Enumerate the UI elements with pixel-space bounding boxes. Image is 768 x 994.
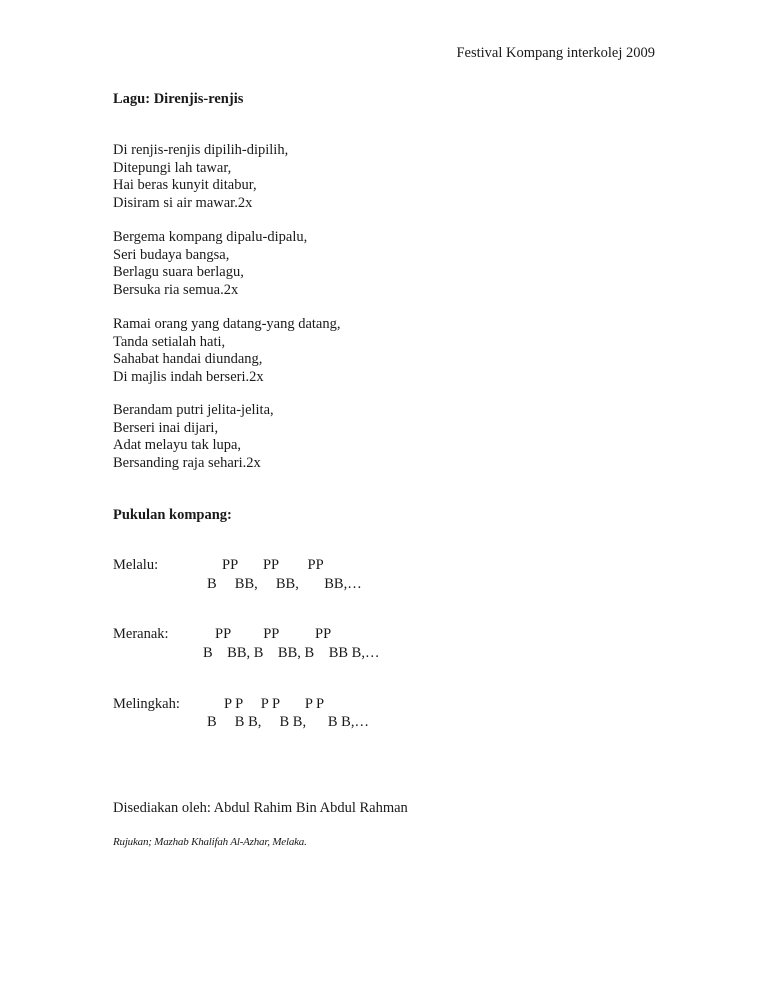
pukulan-title: Pukulan kompang: bbox=[113, 507, 232, 523]
lyric-line: Di majlis indah berseri.2x bbox=[113, 368, 264, 385]
lyric-line: Disiram si air mawar.2x bbox=[113, 194, 253, 211]
lyric-line: Tanda setialah hati, bbox=[113, 333, 226, 350]
pattern-bottom-melalu: B BB, BB, BB,… bbox=[207, 576, 362, 592]
lyric-line: Seri budaya bangsa, bbox=[113, 246, 230, 263]
stanza-1 bbox=[113, 142, 288, 212]
lyric-line: Berlagu suara berlagu, bbox=[113, 264, 244, 280]
stanza-4 bbox=[113, 402, 274, 472]
lyric-line: Bersanding raja sehari.2x bbox=[113, 454, 261, 471]
pattern-bottom-meranak: B BB, B BB, B BB B,… bbox=[203, 645, 380, 661]
lyric-line: Bersuka ria semua.2x bbox=[113, 281, 239, 298]
lyric-line: Ditepungi lah tawar, bbox=[113, 159, 232, 176]
lyric-line: Bergema kompang dipalu-dipalu, bbox=[113, 229, 308, 245]
stanza-3 bbox=[113, 316, 341, 386]
pattern-top-melingkah: P P P P P P bbox=[224, 696, 325, 712]
prepared-by: Disediakan oleh: Abdul Rahim Bin Abdul Rahman bbox=[113, 800, 408, 816]
lyric-line: Hai beras kunyit ditabur, bbox=[113, 177, 257, 193]
song-title: Lagu: Direnjis-renjis bbox=[113, 91, 244, 107]
lyric-line: Di renjis-renjis dipilih-dipilih, bbox=[113, 142, 289, 158]
lyric-line: Ramai orang yang datang-yang datang, bbox=[113, 316, 341, 332]
lyric-line: Berandam putri jelita-jelita, bbox=[113, 402, 274, 418]
lyric-line: Berseri inai dijari, bbox=[113, 419, 219, 436]
stanza-2 bbox=[113, 229, 307, 299]
lyric-line: Sahabat handai diundang, bbox=[113, 351, 263, 367]
event-header: Festival Kompang interkolej 2009 bbox=[456, 45, 655, 61]
pattern-name-melalu: Melalu: bbox=[113, 557, 159, 573]
pattern-top-meranak: PP PP PP bbox=[215, 626, 332, 642]
pattern-bottom-melingkah: B B B, B B, B B,… bbox=[207, 714, 369, 730]
lyric-line: Adat melayu tak lupa, bbox=[113, 437, 242, 453]
pattern-name-meranak: Meranak: bbox=[113, 626, 169, 642]
pattern-name-melingkah: Melingkah: bbox=[113, 696, 180, 712]
pattern-top-melalu: PP PP PP bbox=[222, 557, 324, 573]
reference-note: Rujukan; Mazhab Khalifah Al-Azhar, Melaka. bbox=[113, 836, 307, 848]
